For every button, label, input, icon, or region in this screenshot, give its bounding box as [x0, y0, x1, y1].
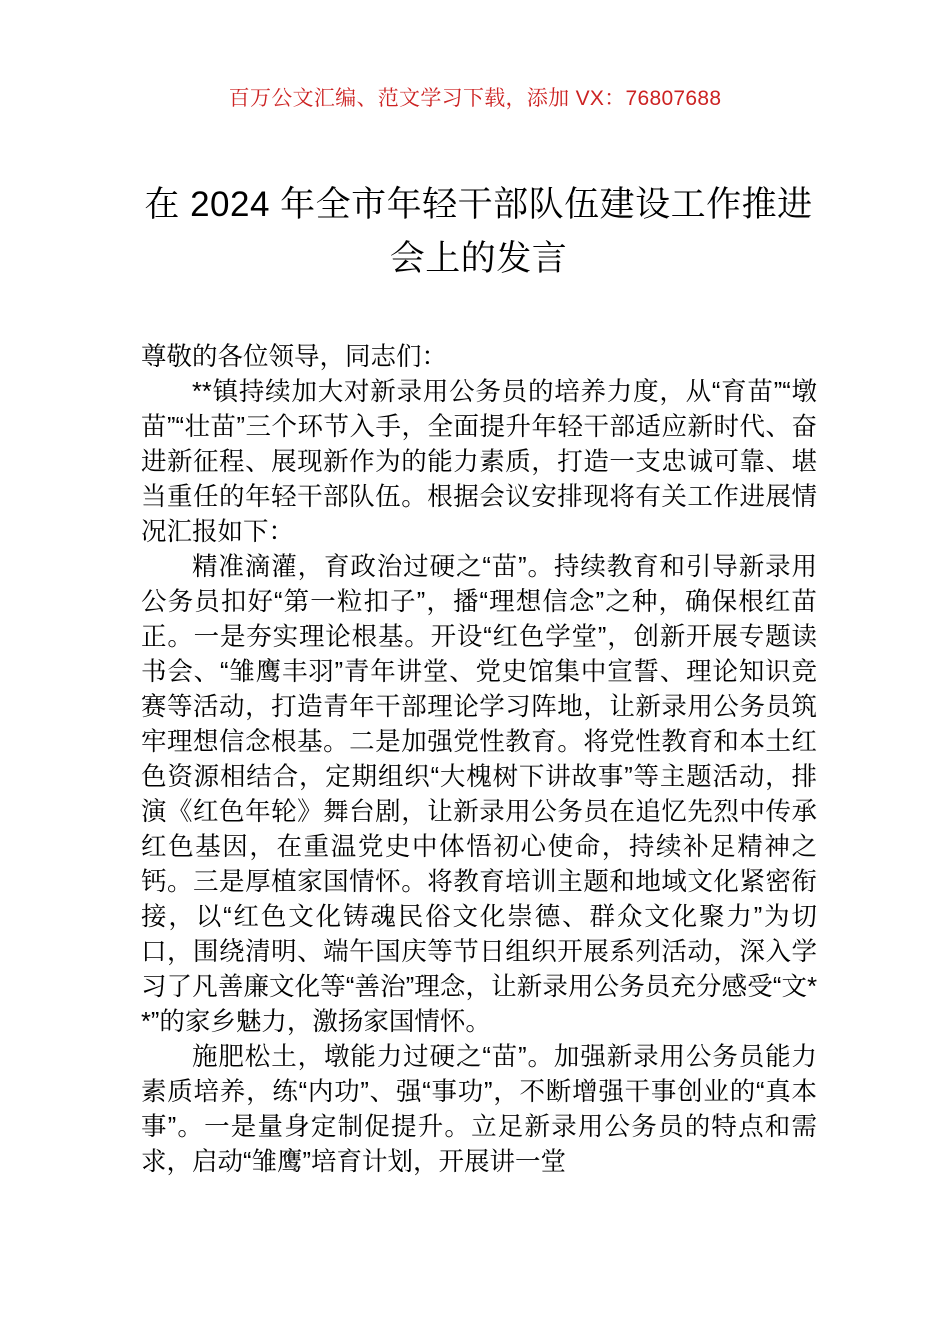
body-paragraph: 施肥松土，墩能力过硬之“苗”。加强新录用公务员能力素质培养，练“内功”、强“事功”，不断增强干事创业的“真本事”。一是量身定制促提升。立足新录用公务员的特点和需求，启动“雏鹰”培育计划，开展讲一堂	[141, 1043, 817, 1176]
body-paragraph: 精准滴灌，育政治过硬之“苗”。持续教育和引导新录用公务员扣好“第一粒扣子”，播“理想信念”之种，确保根红苗正。一是夯实理论根基。开设“红色学堂”，创新开展专题读书会、“雏鹰丰羽”青年讲堂、党史馆集中宣誓、理论知识竞赛等活动，打造青年干部理论学习阵地，让新录用公务员筑牢理想信念根基。二是加强党性教育。将党性教育和本土红色资源相结合，定期组织“大槐树下讲故事”等主题活动，排演《红色年轮》舞台剧，让新录用公务员在追忆先烈中传承红色基因，在重温党史中体悟初心使命，持续补足精神之钙。三是厚植家国情怀。将教育培训主题和地域文化紧密衔接，以“红色文化铸魂民俗文化崇德、群众文化聚力”为切口，围绕清明、端午国庆等节日组织开展系列活动，深入学习了凡善廉文化等“善治”理念，让新录用公务员充分感受“文**”的家乡魅力，激扬家国情怀。	[141, 553, 817, 1036]
page-title: 在 2024 年全市年轻干部队伍建设工作推进会上的发言	[144, 185, 813, 278]
salutation-line: 尊敬的各位领导，同志们：	[141, 343, 448, 371]
document-body	[141, 340, 817, 1180]
promotional-watermark-banner: 百万公文汇编、范文学习下载，添加 VX：76807688	[228, 87, 722, 110]
body-paragraph: **镇持续加大对新录用公务员的培养力度，从“育苗”“墩苗”“壮苗”三个环节入手，全面提升年轻干部适应新时代、奋进新征程、展现新作为的能力素质，打造一支忠诚可靠、堪当重任的年轻干部队伍。根据会议安排现将有关工作进展情况汇报如下：	[141, 378, 817, 546]
